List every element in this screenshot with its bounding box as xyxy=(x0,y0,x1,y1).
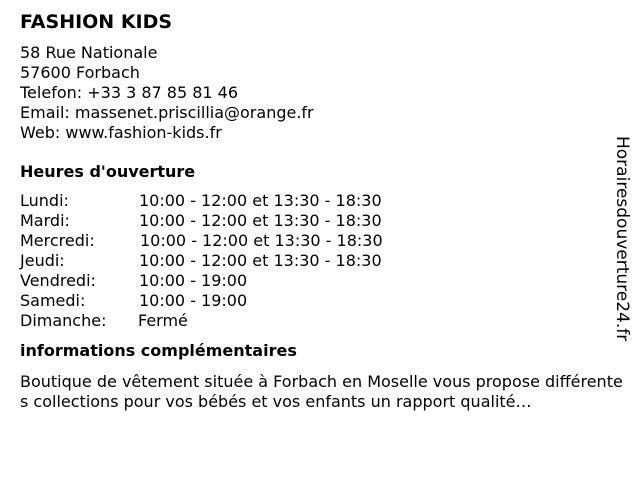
contact-block xyxy=(20,43,620,143)
time-value: 10:00 - 12:00 et 13:30 - 18:30 xyxy=(139,211,382,230)
address-street: 58 Rue Nationale xyxy=(20,43,158,62)
hours-row-monday xyxy=(20,191,620,211)
opening-hours-table xyxy=(20,191,620,331)
info-heading: informations complémentaires xyxy=(20,341,297,360)
website-text: Web: www.fashion-kids.fr xyxy=(20,123,222,142)
hours-row-friday xyxy=(20,271,620,291)
address-city: 57600 Forbach xyxy=(20,63,140,82)
time-value: 10:00 - 12:00 et 13:30 - 18:30 xyxy=(140,231,383,250)
info-description: Boutique de vêtement située à Forbach en Moselle vous propose différentes collections pour vos bébés et vos enfants un rapport qualité… xyxy=(20,372,623,411)
day-label: Mardi: xyxy=(20,211,70,230)
hours-heading: Heures d'ouverture xyxy=(20,162,196,181)
day-label: Dimanche: xyxy=(20,311,107,330)
hours-row-sunday xyxy=(20,311,620,331)
hours-row-saturday xyxy=(20,291,620,311)
day-label: Jeudi: xyxy=(20,251,65,270)
site-watermark: Horairesdouverture24.fr xyxy=(612,136,632,342)
time-value: 10:00 - 12:00 et 13:30 - 18:30 xyxy=(139,191,382,210)
time-value: 10:00 - 19:00 xyxy=(139,291,248,310)
day-label: Vendredi: xyxy=(20,271,96,290)
day-label: Lundi: xyxy=(20,191,69,210)
hours-row-thursday xyxy=(20,251,620,271)
email-text: Email: massenet.priscillia@orange.fr xyxy=(20,103,314,122)
time-value: 10:00 - 19:00 xyxy=(139,271,248,290)
hours-row-tuesday xyxy=(20,211,620,231)
time-value: Fermé xyxy=(138,311,188,330)
time-value: 10:00 - 12:00 et 13:30 - 18:30 xyxy=(139,251,382,270)
day-label: Samedi: xyxy=(20,291,86,310)
hours-row-wednesday xyxy=(20,231,620,251)
phone-text: Telefon: +33 3 87 85 81 46 xyxy=(20,83,239,102)
business-name: FASHION KIDS xyxy=(20,11,173,33)
day-label: Mercredi: xyxy=(20,231,95,250)
